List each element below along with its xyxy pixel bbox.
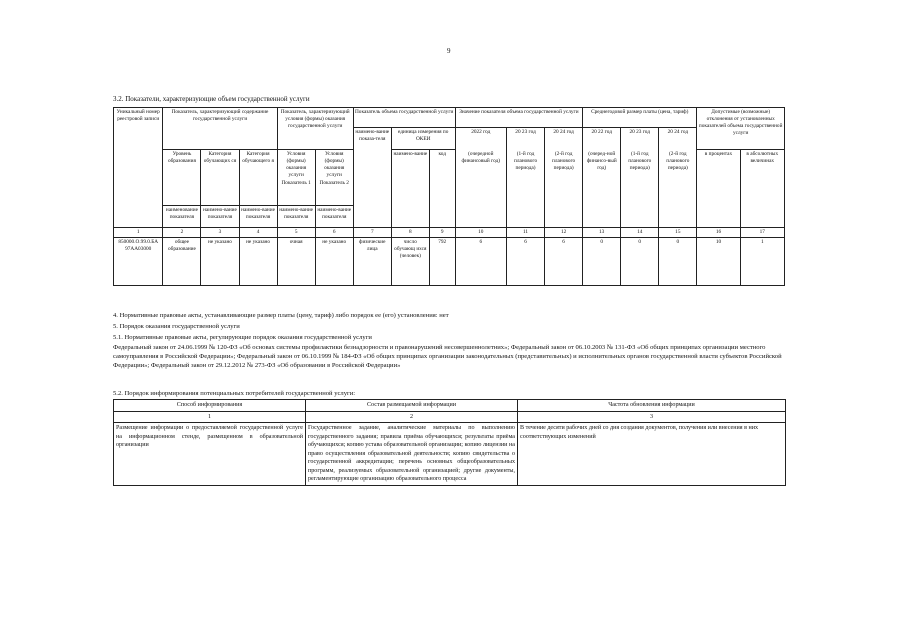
volume-indicators-table [113,107,785,286]
header-price: Среднегодовой размер платы (цена, тариф) [583,108,697,128]
header-price-2024: 20 24 год [659,128,697,150]
col-price-plan-1: (1-й год планового периода) [621,150,659,228]
col-number: 14 [621,228,659,238]
col-number: 2 [163,228,201,238]
laws-paragraph: Федеральный закон от 24.06.1999 № 120-ФЗ «Об основах системы профилактики безнадзорности и правонарушений несовершеннолетних»; Федеральный закон от 06.10.2003 № 131-ФЗ «Об общих принципах организации местного самоуправления в Российской Федерации»; Федеральный закон от 06.10.1999 № 184-ФЗ «Об общих принципах организации законодательных (представительных) и исполнительных органов государственной власти субъектов Российской Федерации»; Федеральный закон от 29.12.2012 № 273-ФЗ «Об образовании в Российской Федерации» [113,344,782,370]
header-unique-number: Уникальный номер реестровой записи [114,108,163,228]
cell-content: Государственное задание, аналитические материалы по выполнению государственного задания; правила приёма обучающихся; результаты приёма обучающихся; копию устава образовательной организации; копию лицензии на право осуществления образовательной деятельности; копию свидетельства о государственной аккредитации; перечень основных общеобразовательных программ, реализуемых образовательной организацией; другие документы, регламентирующие организацию образовательного процесса [306,423,518,486]
paragraph-5-1: 5.1. Нормативные правовые акты, регулирующие порядок оказания государственной услуги [113,334,372,341]
col-unit-name: наимено-вание [391,150,429,228]
information-table [113,399,786,486]
header-price-2023: 20 23 год [621,128,659,150]
col-name-indicator-2: наименование показателя [163,206,201,228]
cell-code: 850000.О.99.0.БА 97АА03000 [114,238,163,286]
cell-condition-2: не указано [315,238,353,286]
cell-form: очная [277,238,315,286]
cell-unit-name: число обучающ ихся (человек) [391,238,429,286]
cell-category-2: не указано [239,238,277,286]
cell-price-2024: 0 [659,238,697,286]
col-plan-1: (1-й год планового периода) [507,150,545,228]
col-number: 8 [391,228,429,238]
header-year-2024: 20 24 год [545,128,583,150]
header-price-2022: 20 22 год [583,128,621,150]
header-method: Способ информирования [114,400,306,412]
cell-deviation-percent: 10 [697,238,740,286]
col-number: 2 [306,411,518,423]
col-name-indicator-5: наимено-вание показателя [277,206,315,228]
col-percent: в процентах [697,150,740,228]
header-frequency: Частота обновления информации [518,400,786,412]
col-number: 15 [659,228,697,238]
col-unit-code: код [429,150,455,228]
col-number: 1 [114,411,306,423]
section-title: 3.2. Показатели, характеризующие объем государственной услуги [113,95,310,103]
cell-indicator-name: физические лица [353,238,391,286]
page-number: 9 [447,47,451,55]
paragraph-4: 4. Нормативные правовые акты, устанавливающие размер платы (цену, тариф) либо порядок ее (его) установления: нет [113,312,449,319]
col-number: 11 [507,228,545,238]
cell-frequency: В течение десяти рабочих дней со дня создания документов, получения или внесения в них соответствующих изменений [518,423,786,486]
header-content: Состав размещаемой информации [306,400,518,412]
col-condition-1: Условия (формы) оказания услуги Показатель 1 [277,150,315,206]
col-level: Уровень образования [163,150,201,206]
col-number: 10 [455,228,506,238]
header-value: Значение показателя объема государственной услуги [455,108,583,128]
col-number: 3 [518,411,786,423]
col-name-indicator-4: наимено-вание показателя [239,206,277,228]
cell-level: общее образование [163,238,201,286]
header-year-2022: 2022 год [455,128,506,150]
cell-price-2023: 0 [621,238,659,286]
col-number: 3 [201,228,239,238]
col-number: 9 [429,228,455,238]
table-row [114,423,786,486]
header-volume-indicator: Показатель объема государственной услуги [353,108,455,128]
col-number: 1 [114,228,163,238]
paragraph-5: 5. Порядок оказания государственной услуги [113,323,240,330]
col-number: 4 [239,228,277,238]
col-price-fin-year: (очеред-ной финансо-вый год) [583,150,621,228]
table-row [114,238,785,286]
paragraph-5-2: 5.2. Порядок информирования потенциальных потребителей государственной услуги: [113,390,356,397]
cell-price-2022: 0 [583,238,621,286]
col-number: 6 [315,228,353,238]
col-number: 7 [353,228,391,238]
cell-value-2024: 6 [545,238,583,286]
col-condition-2: Условия (формы) оказания услуги Показатель 2 [315,150,353,206]
cell-category-1: не указано [201,238,239,286]
cell-method: Размещение информации о предоставляемой государственной услуге на информационном стенде, размещенном в образовательной организации [114,423,306,486]
col-category-2: Категория обучающего я [239,150,277,206]
col-absolute: в абсолютных величинах [740,150,784,228]
col-number: 13 [583,228,621,238]
col-number: 17 [740,228,784,238]
cell-value-2022: 6 [455,238,506,286]
col-name-indicator-3: наимено-вание показателя [201,206,239,228]
col-number: 12 [545,228,583,238]
col-number: 5 [277,228,315,238]
header-content-indicator: Показатель, характеризующий содержание государственной услуги [163,108,277,150]
header-indicator-name: наимено-вание показа-теля [353,128,391,228]
header-year-2023: 20 23 год [507,128,545,150]
col-category-1: Категория обучающих ся [201,150,239,206]
cell-value-2023: 6 [507,238,545,286]
col-number: 16 [697,228,740,238]
cell-deviation-absolute: 1 [740,238,784,286]
col-plan-2: (2-й год планового периода) [545,150,583,228]
col-fin-year: (очередной финансовый год) [455,150,506,228]
col-name-indicator-6: наимено-вание показателя [315,206,353,228]
col-price-plan-2: (2-й год планового периода) [659,150,697,228]
cell-unit-code: 792 [429,238,455,286]
header-deviation: Допустимые (возможные) отклонения от установленных показателей объема государственной услуги [697,108,785,150]
header-unit: единица измерения по ОКЕИ [391,128,455,150]
header-conditions-indicator: Показатель, характеризующий условия (формы) оказания государственной услуги [277,108,353,150]
